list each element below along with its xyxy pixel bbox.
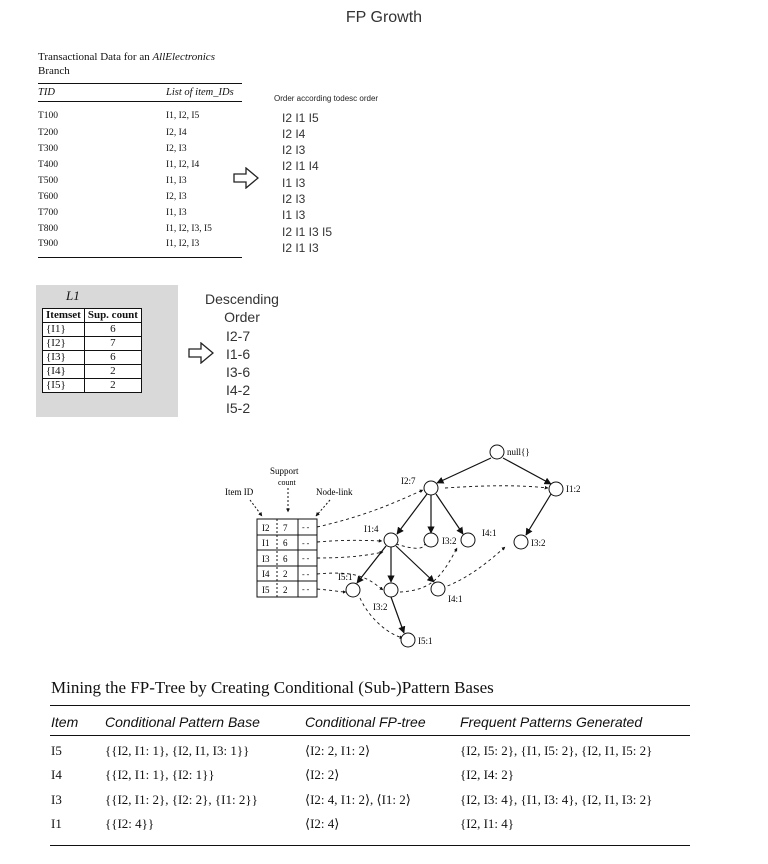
ordered-row: I2 I1 I3 — [282, 241, 319, 255]
tree-node-label: I5:1 — [418, 636, 433, 646]
svg-text:- -: - - — [302, 554, 310, 563]
descending-row: I2-7 — [226, 328, 251, 344]
mining-cell-pattern-base: {{I2, I1: 2}, {I2: 2}, {I1: 2}} — [105, 792, 258, 807]
ordered-row: I2 I1 I3 I5 — [282, 225, 333, 239]
right-arrow-icon — [233, 167, 259, 189]
descending-title-line1: Descending — [205, 291, 279, 307]
tree-node-label: I4:1 — [448, 594, 463, 604]
tree-node-label: I2:7 — [401, 476, 416, 486]
transaction-tid: T800 — [38, 224, 59, 234]
right-arrow-icon — [188, 342, 214, 364]
count-cell: 6 — [84, 323, 141, 337]
support-label: Support — [270, 466, 299, 476]
column-header-sup-count: Sup. count — [84, 309, 141, 323]
tree-node — [384, 533, 398, 547]
tree-node-label: I1:4 — [364, 524, 379, 534]
mining-cell-pattern-base: {{I2: 4}} — [105, 816, 155, 831]
transaction-tid: T200 — [38, 128, 59, 138]
header-count: 6 — [283, 538, 288, 548]
mining-cell-patterns: {I2, I1: 4} — [460, 816, 514, 831]
column-header-items: List of item_IDs — [166, 87, 234, 98]
table-rule — [38, 83, 242, 84]
ordered-row: I2 I1 I5 — [282, 111, 319, 125]
node-link-pointer — [316, 500, 330, 516]
mining-cell-pattern-base: {{I2, I1: 1}, {I2, I1, I3: 1}} — [105, 743, 250, 758]
transaction-tid: T400 — [38, 160, 59, 170]
transaction-items: I2, I3 — [166, 192, 187, 202]
descending-row: I4-2 — [226, 382, 251, 398]
header-item: I2 — [262, 523, 270, 533]
mining-cell-fp-tree: ⟨I2: 2⟩ — [305, 767, 340, 782]
transaction-tid: T100 — [38, 111, 59, 121]
column-header-itemset: Itemset — [43, 309, 85, 323]
count-cell: 2 — [84, 365, 141, 379]
header-count: 6 — [283, 554, 288, 564]
header-item: I4 — [262, 569, 270, 579]
ordered-row: I2 I3 — [282, 143, 306, 157]
table-rule — [38, 257, 242, 258]
column-header-pattern-base: Conditional Pattern Base — [105, 714, 260, 730]
count-cell: 2 — [84, 379, 141, 393]
column-header-tid: TID — [38, 87, 55, 98]
caption-prefix: Transactional Data for an — [38, 51, 153, 63]
header-item: I5 — [262, 585, 270, 595]
itemset-cell: {I3} — [43, 351, 85, 365]
mining-cell-item: I5 — [51, 743, 62, 758]
ordered-caption: Order according todesc order — [274, 94, 379, 103]
descending-title-line2: Order — [224, 309, 260, 325]
transaction-items: I1, I2, I4 — [166, 160, 200, 170]
transaction-items: I1, I2, I3, I5 — [166, 224, 212, 234]
mining-cell-patterns: {I2, I4: 2} — [460, 767, 514, 782]
fp-tree-diagram — [220, 440, 580, 655]
transaction-items: I2, I3 — [166, 144, 187, 154]
mining-cell-fp-tree: ⟨I2: 4⟩ — [305, 816, 340, 831]
header-item: I1 — [262, 538, 270, 548]
mining-cell-fp-tree: ⟨I2: 4, I1: 2⟩, ⟨I1: 2⟩ — [305, 792, 411, 807]
itemset-cell: {I4} — [43, 365, 85, 379]
svg-text:- -: - - — [302, 570, 310, 579]
table-row — [43, 323, 142, 337]
descending-row: I5-2 — [226, 400, 251, 416]
mining-cell-item: I1 — [51, 816, 62, 831]
mining-cell-item: I4 — [51, 767, 62, 782]
transaction-tid: T900 — [38, 239, 59, 249]
transaction-table-caption — [38, 50, 258, 78]
header-count: 2 — [283, 569, 288, 579]
itemset-cell: {I1} — [43, 323, 85, 337]
page-title: FP Growth — [345, 9, 423, 26]
table-row — [43, 379, 142, 393]
tree-node — [384, 583, 398, 597]
table-rule — [38, 101, 242, 102]
table-rule — [50, 705, 690, 706]
tree-node — [401, 633, 415, 647]
table-rule — [50, 735, 690, 736]
transaction-items: I1, I3 — [166, 176, 187, 186]
tree-node-label: I1:2 — [566, 484, 580, 494]
column-header-fp-tree: Conditional FP-tree — [305, 714, 426, 730]
tree-node — [549, 482, 563, 496]
l1-support-table — [42, 308, 142, 393]
header-count: 7 — [283, 523, 288, 533]
header-table — [257, 519, 317, 597]
tree-node — [461, 533, 475, 547]
node-links — [317, 486, 548, 638]
mining-cell-pattern-base: {{I2, I1: 1}, {I2: 1}} — [105, 767, 215, 782]
node-link-label: Node-link — [316, 487, 353, 497]
tree-node — [424, 481, 438, 495]
transaction-items: I1, I2, I3 — [166, 239, 200, 249]
svg-text:- -: - - — [302, 539, 310, 548]
itemset-cell: {I5} — [43, 379, 85, 393]
item-id-label: Item ID — [225, 487, 254, 497]
transaction-tid: T500 — [38, 176, 59, 186]
tree-node-root — [490, 445, 504, 459]
header-item: I3 — [262, 554, 270, 564]
header-count: 2 — [283, 585, 288, 595]
table-row — [43, 337, 142, 351]
table-rule — [50, 845, 690, 846]
mining-table-caption: Mining the FP-Tree by Creating Conditional (Sub-)Pattern Bases — [51, 678, 494, 697]
count-label: count — [278, 478, 296, 487]
tree-node — [424, 533, 438, 547]
ordered-row: I1 I3 — [282, 176, 306, 190]
caption-italic: AllElectronics — [152, 51, 215, 63]
tree-node-label: null{} — [507, 447, 530, 457]
tree-node-label: I3:2 — [442, 536, 457, 546]
svg-text:- -: - - — [302, 523, 310, 532]
ordered-row: I1 I3 — [282, 208, 306, 222]
tree-node — [346, 583, 360, 597]
tree-node-label: I3:2 — [531, 538, 546, 548]
item-id-pointer — [250, 500, 262, 516]
l1-label: L1 — [66, 288, 80, 303]
tree-node-label: I3:2 — [373, 602, 388, 612]
descending-row: I1-6 — [226, 346, 251, 362]
ordered-row: I2 I1 I4 — [282, 159, 319, 173]
mining-cell-patterns: {I2, I5: 2}, {I1, I5: 2}, {I2, I1, I5: 2} — [460, 743, 653, 758]
descending-order-title — [200, 290, 284, 326]
count-cell: 6 — [84, 351, 141, 365]
table-row — [43, 351, 142, 365]
tree-node-label: I5:1 — [338, 572, 353, 582]
mining-cell-fp-tree: ⟨I2: 2, I1: 2⟩ — [305, 743, 371, 758]
ordered-row: I2 I3 — [282, 192, 306, 206]
transaction-items: I2, I4 — [166, 128, 187, 138]
transaction-items: I1, I2, I5 — [166, 111, 200, 121]
transaction-items: I1, I3 — [166, 208, 187, 218]
column-header-frequent-patterns: Frequent Patterns Generated — [460, 714, 643, 730]
tree-node — [514, 535, 528, 549]
table-row — [43, 365, 142, 379]
descending-row: I3-6 — [226, 364, 251, 380]
itemset-cell: {I2} — [43, 337, 85, 351]
tree-node — [431, 582, 445, 596]
column-header-item: Item — [51, 714, 79, 730]
transaction-tid: T600 — [38, 192, 59, 202]
transaction-tid: T300 — [38, 144, 59, 154]
transaction-tid: T700 — [38, 208, 59, 218]
svg-text:- -: - - — [302, 585, 310, 594]
caption-suffix: Branch — [38, 65, 70, 77]
count-cell: 7 — [84, 337, 141, 351]
ordered-row: I2 I4 — [282, 127, 306, 141]
mining-cell-item: I3 — [51, 792, 62, 807]
mining-cell-patterns: {I2, I3: 4}, {I1, I3: 4}, {I2, I1, I3: 2} — [460, 792, 653, 807]
tree-node-label: I4:1 — [482, 528, 497, 538]
